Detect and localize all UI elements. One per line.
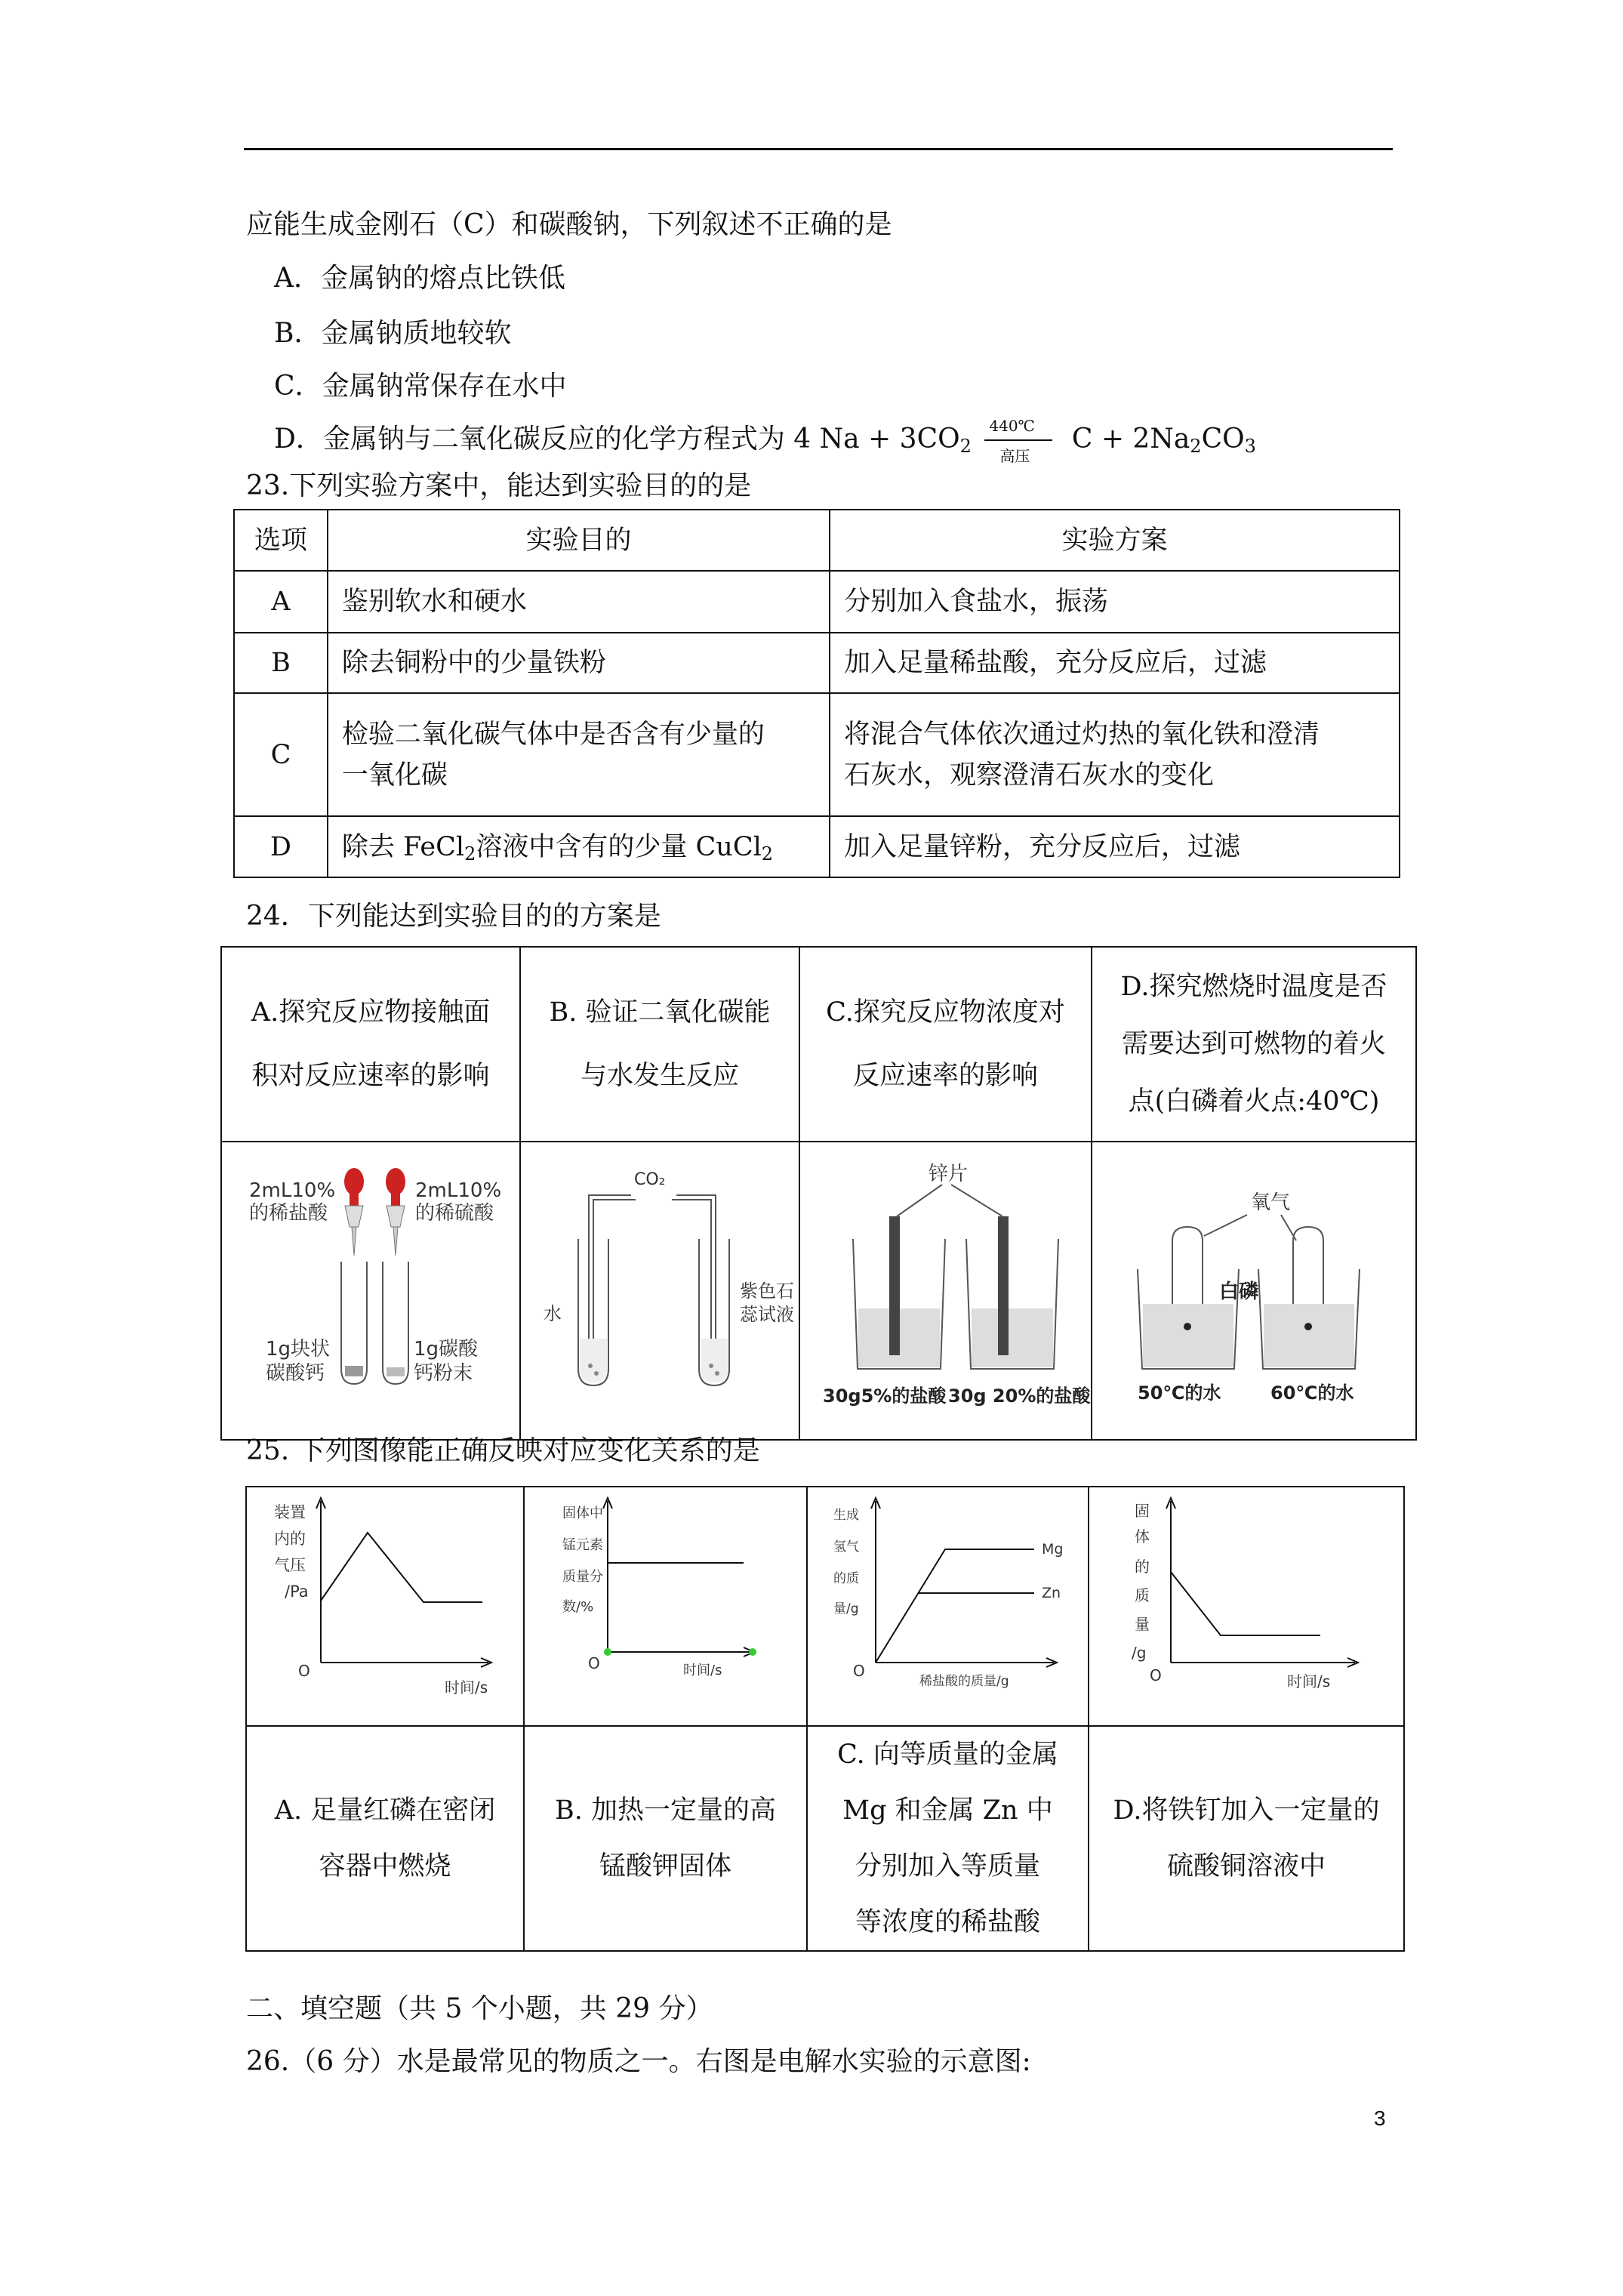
line: A.探究反应物接触面 bbox=[251, 997, 491, 1028]
row-purpose-line: 检验二氧化碳气体中是否含有少量的 bbox=[341, 719, 765, 750]
series-label: Zn bbox=[1042, 1585, 1061, 1601]
row-plan: 加入足量锌粉，充分反应后，过滤 bbox=[830, 816, 1400, 877]
axis-label: 氢气 bbox=[833, 1539, 859, 1555]
axis-label: 稀盐酸的质量/g bbox=[919, 1674, 1009, 1689]
row-plan: 加入足量稀盐酸，充分反应后，过滤 bbox=[830, 633, 1400, 693]
dropper-icon bbox=[386, 1168, 405, 1256]
row-purpose bbox=[328, 816, 830, 877]
axis-label: 数/% bbox=[562, 1599, 594, 1615]
q25-graph-b bbox=[524, 1487, 807, 1726]
q25-caption-c bbox=[807, 1726, 1089, 1951]
powder-icon bbox=[387, 1367, 405, 1376]
text: 除去 FeCl bbox=[341, 831, 465, 862]
q22-option-a: A．金属钠的熔点比铁低 bbox=[274, 263, 565, 294]
row-option: D bbox=[234, 816, 328, 877]
test-tubes-figure bbox=[222, 1142, 519, 1427]
header-rule bbox=[244, 148, 1393, 150]
point-marker bbox=[749, 1648, 756, 1656]
axis-label: /g bbox=[1132, 1644, 1147, 1662]
label: 白磷 bbox=[1219, 1281, 1259, 1303]
origin-label: O bbox=[1150, 1666, 1162, 1684]
q22-option-d-prefix: D．金属钠与二氧化碳反应的化学方程式为 4 Na + 3CO bbox=[274, 424, 960, 455]
subscript: 3 bbox=[1244, 436, 1256, 457]
header-purpose: 实验目的 bbox=[328, 510, 830, 571]
q24-heading-row bbox=[221, 947, 1416, 1142]
curve bbox=[321, 1533, 482, 1602]
axis-label: 固体中 bbox=[562, 1505, 603, 1521]
row-purpose: 除去铜粉中的少量铁粉 bbox=[328, 633, 830, 693]
label: 30g5%的盐酸 bbox=[823, 1385, 947, 1407]
q23-table bbox=[233, 509, 1400, 878]
q25-graph-a bbox=[246, 1487, 524, 1726]
axis-label: 生成 bbox=[833, 1508, 859, 1523]
equals-bar bbox=[984, 439, 1052, 441]
label: 紫色石 bbox=[740, 1281, 794, 1302]
q24-figure-d bbox=[1092, 1142, 1416, 1440]
line: 等浓度的稀盐酸 bbox=[855, 1907, 1040, 1937]
label: 60℃的水 bbox=[1270, 1382, 1354, 1404]
label: 2mL10% bbox=[249, 1179, 336, 1202]
label: 50℃的水 bbox=[1138, 1382, 1221, 1404]
table-row bbox=[234, 633, 1400, 693]
line: 锰酸钾固体 bbox=[599, 1851, 731, 1881]
q24-stem: 24．下列能达到实验目的的方案是 bbox=[246, 901, 661, 932]
subscript: 2 bbox=[959, 436, 972, 457]
section-title: 二、填空题（共 5 个小题，共 29 分） bbox=[246, 1993, 713, 2024]
axis-label: /Pa bbox=[285, 1583, 309, 1601]
page-number: 3 bbox=[1374, 2106, 1386, 2130]
solid-icon bbox=[345, 1366, 363, 1376]
row-purpose: 鉴别软水和硬水 bbox=[328, 571, 830, 633]
label: 1g碳酸 bbox=[414, 1338, 479, 1361]
condition-bottom: 高压 bbox=[999, 447, 1030, 465]
table-row bbox=[234, 693, 1400, 816]
q24-heading-d bbox=[1092, 947, 1416, 1142]
table-row bbox=[234, 816, 1400, 877]
label: 1g块状 bbox=[266, 1338, 331, 1361]
line: 反应速率的影响 bbox=[852, 1061, 1038, 1091]
label: 的稀盐酸 bbox=[249, 1202, 328, 1225]
axis-label: 时间/s bbox=[1287, 1672, 1331, 1690]
line: 需要达到可燃物的着火 bbox=[1121, 1029, 1386, 1059]
table-row bbox=[234, 571, 1400, 633]
zinc-strip-icon bbox=[998, 1216, 1009, 1355]
q22-option-b: B．金属钠质地较软 bbox=[274, 318, 512, 349]
axis-label: 体 bbox=[1135, 1527, 1150, 1546]
label: 30g 20%的盐酸 bbox=[948, 1385, 1091, 1407]
line: D.将铁钉加入一定量的 bbox=[1113, 1795, 1380, 1826]
q25-caption-d bbox=[1089, 1726, 1404, 1951]
text: 溶液中含有的少量 CuCl bbox=[476, 831, 762, 862]
test-tube-icon bbox=[383, 1262, 408, 1384]
q24-figure-c bbox=[799, 1142, 1092, 1440]
q24-figure-b bbox=[520, 1142, 799, 1440]
header-plan: 实验方案 bbox=[830, 510, 1400, 571]
q25-caption-b bbox=[524, 1726, 807, 1951]
beakers-zinc-figure bbox=[800, 1142, 1091, 1427]
line: 容器中燃烧 bbox=[319, 1851, 451, 1881]
label: 碳酸钙 bbox=[266, 1362, 325, 1385]
line: 积对反应速率的影响 bbox=[251, 1061, 490, 1091]
line: 分别加入等质量 bbox=[855, 1851, 1040, 1881]
row-option: B bbox=[234, 633, 328, 693]
axis-label: 的质 bbox=[833, 1571, 859, 1586]
zinc-strip-icon bbox=[889, 1216, 900, 1355]
row-plan-line: 石灰水，观察澄清石灰水的变化 bbox=[844, 760, 1215, 791]
line: D.探究燃烧时温度是否 bbox=[1120, 972, 1387, 1002]
q22-option-d bbox=[274, 417, 1256, 465]
line: A. 足量红磷在密闭 bbox=[274, 1795, 496, 1826]
label: 水 bbox=[544, 1303, 562, 1324]
header-option: 选项 bbox=[234, 510, 328, 571]
q24-heading-a bbox=[221, 947, 520, 1142]
q24-table bbox=[220, 946, 1417, 1441]
subscript: 2 bbox=[464, 843, 476, 864]
curve-mg bbox=[876, 1549, 1034, 1663]
co2-tubes-figure bbox=[521, 1142, 799, 1427]
reaction-condition bbox=[980, 417, 1063, 465]
label: 的稀硫酸 bbox=[415, 1202, 494, 1225]
pressure-graph bbox=[247, 1487, 523, 1713]
line: Mg 和金属 Zn 中 bbox=[842, 1795, 1053, 1826]
row-option: C bbox=[234, 693, 328, 816]
q25-graph-d bbox=[1089, 1487, 1404, 1726]
q26-stem: 26.（6 分）水是最常见的物质之一。右图是电解水实验的示意图: bbox=[246, 2046, 1031, 2077]
q25-caption-a bbox=[246, 1726, 524, 1951]
q23-stem: 23.下列实验方案中，能达到实验目的的是 bbox=[246, 470, 752, 501]
q25-table bbox=[245, 1486, 1405, 1952]
axis-label: 的 bbox=[1135, 1558, 1150, 1576]
series-label: Mg bbox=[1042, 1541, 1064, 1558]
phosphorus-figure bbox=[1092, 1142, 1415, 1427]
q24-figure-row bbox=[221, 1142, 1416, 1440]
row-plan: 分别加入食盐水，振荡 bbox=[830, 571, 1400, 633]
dropper-icon bbox=[344, 1168, 364, 1256]
axis-label: 时间/s bbox=[683, 1663, 722, 1678]
line: C. 向等质量的金属 bbox=[837, 1740, 1058, 1770]
gas-pipe-icon bbox=[589, 1195, 631, 1361]
label: 2mL10% bbox=[415, 1179, 502, 1202]
q25-caption-row bbox=[246, 1726, 1404, 1951]
axis-label: 量/g bbox=[833, 1601, 859, 1616]
point-marker bbox=[604, 1648, 611, 1656]
subscript: 2 bbox=[761, 843, 774, 864]
line: 硫酸铜溶液中 bbox=[1166, 1851, 1326, 1881]
q25-graph-c bbox=[807, 1487, 1089, 1726]
label: 钙粉末 bbox=[414, 1362, 473, 1385]
label: 氧气 bbox=[1251, 1191, 1291, 1214]
origin-label: O bbox=[298, 1662, 310, 1680]
hydrogen-graph bbox=[808, 1487, 1088, 1713]
line: 点(白磷着火点:40℃) bbox=[1128, 1086, 1380, 1117]
solid-mass-graph bbox=[1089, 1487, 1403, 1713]
axis-label: 锰元素 bbox=[562, 1537, 603, 1553]
q22-stem-continuation: 应能生成金刚石（C）和碳酸钠，下列叙述不正确的是 bbox=[246, 209, 892, 240]
axis-label: 时间/s bbox=[445, 1678, 488, 1697]
subscript: 2 bbox=[1190, 436, 1202, 457]
q24-heading-c bbox=[799, 947, 1092, 1142]
axis-label: 质量分 bbox=[562, 1569, 603, 1585]
line: C.探究反应物浓度对 bbox=[826, 997, 1065, 1028]
label: 锌片 bbox=[929, 1163, 969, 1185]
line: B. 加热一定量的高 bbox=[555, 1795, 776, 1826]
axis-label: 气压 bbox=[274, 1556, 306, 1574]
origin-label: O bbox=[853, 1662, 865, 1680]
axis-label: 固 bbox=[1135, 1502, 1150, 1520]
q25-graph-row bbox=[246, 1487, 1404, 1726]
q24-heading-b bbox=[520, 947, 799, 1142]
curve bbox=[1171, 1572, 1320, 1635]
q22-option-d-end: CO bbox=[1201, 424, 1245, 455]
line: B. 验证二氧化碳能 bbox=[549, 997, 771, 1028]
label: 蕊试液 bbox=[740, 1304, 794, 1325]
row-plan bbox=[830, 693, 1400, 816]
test-tube-icon bbox=[341, 1262, 367, 1384]
label: CO₂ bbox=[634, 1170, 666, 1189]
line: 与水发生反应 bbox=[580, 1061, 739, 1091]
axis-label: 质 bbox=[1135, 1586, 1150, 1604]
q24-figure-a bbox=[221, 1142, 520, 1440]
origin-label: O bbox=[588, 1654, 600, 1672]
axis-label: 内的 bbox=[274, 1530, 306, 1548]
q22-option-d-mid: C + 2Na bbox=[1071, 424, 1190, 455]
row-purpose-line: 一氧化碳 bbox=[341, 760, 448, 791]
table-header-row bbox=[234, 510, 1400, 571]
axis-label: 装置 bbox=[274, 1503, 306, 1521]
manganese-graph bbox=[525, 1487, 806, 1713]
row-plan-line: 将混合气体依次通过灼热的氧化铁和澄清 bbox=[844, 719, 1320, 750]
q22-option-c: C．金属钠常保存在水中 bbox=[274, 371, 567, 402]
row-purpose bbox=[328, 693, 830, 816]
gas-pipe-icon bbox=[676, 1195, 716, 1361]
condition-top: 440℃ bbox=[989, 417, 1035, 435]
row-option: A bbox=[234, 571, 328, 633]
axis-label: 量 bbox=[1135, 1615, 1150, 1633]
q25-stem: 25. 下列图像能正确反映对应变化关系的是 bbox=[246, 1435, 760, 1466]
